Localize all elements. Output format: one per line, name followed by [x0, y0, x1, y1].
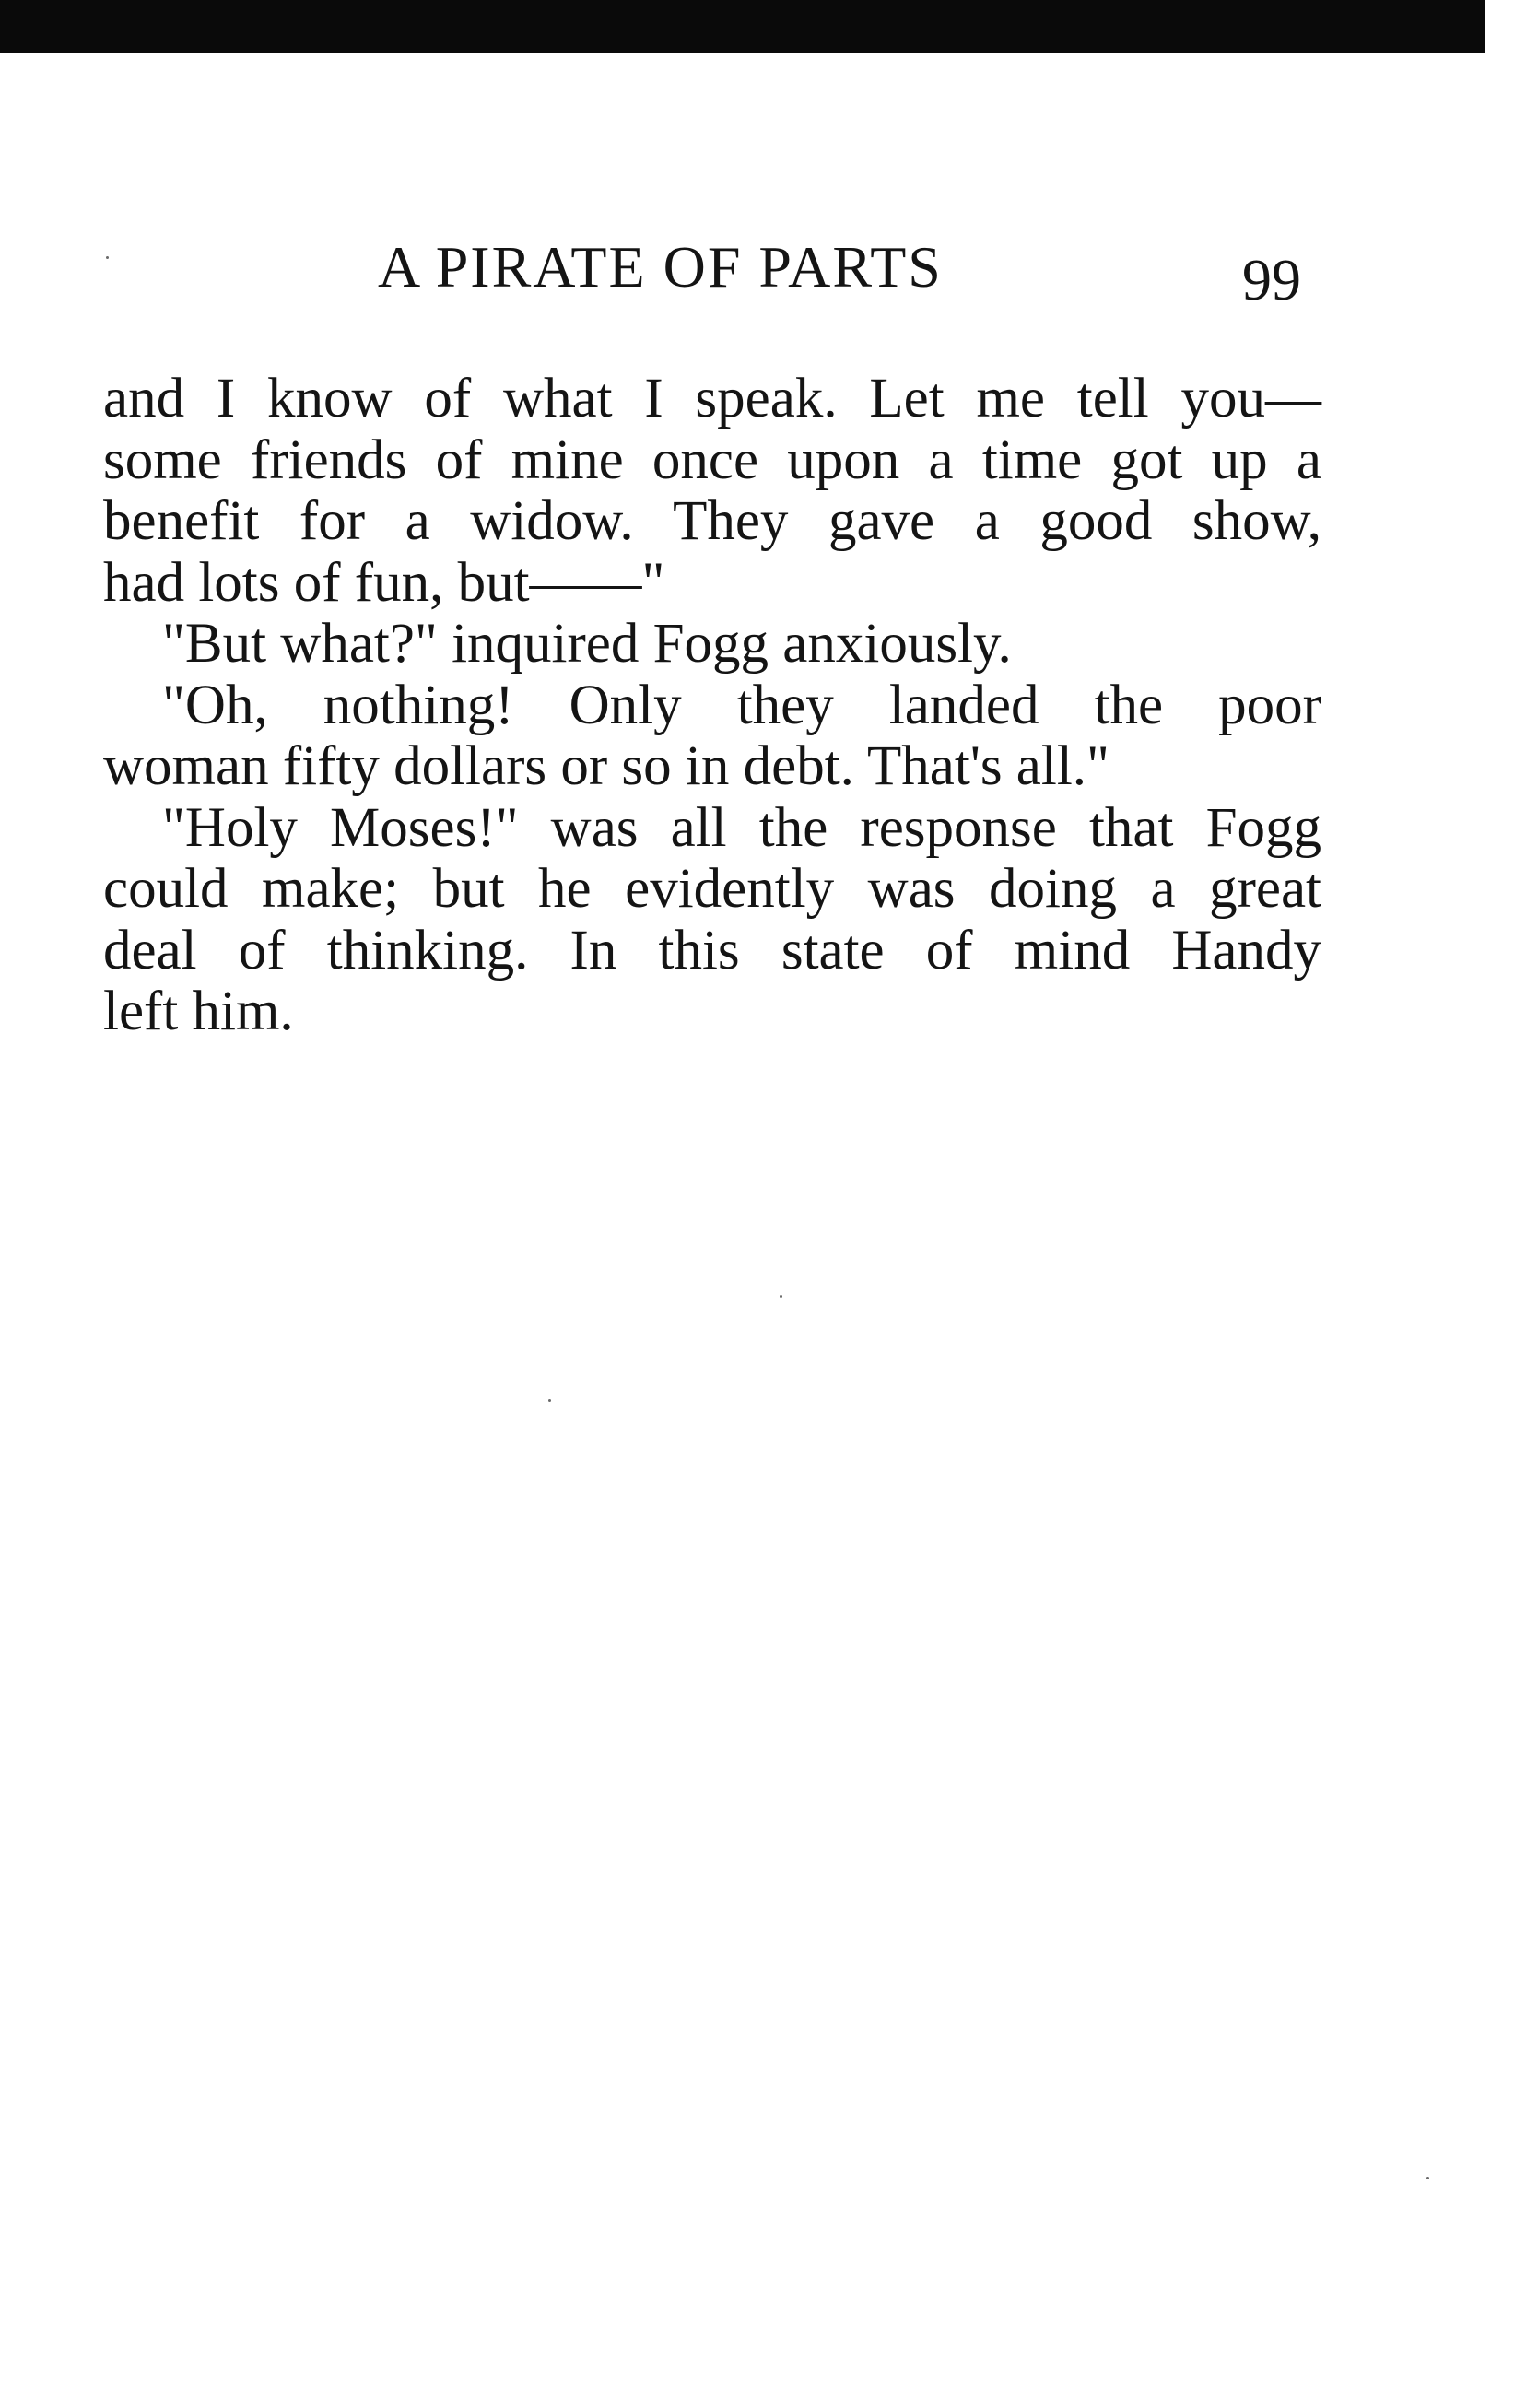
text-line: had lots of fun, but——"	[103, 551, 665, 614]
page-number: 99	[1242, 247, 1301, 312]
body-text	[103, 369, 1321, 1043]
paper-speck	[1426, 2177, 1429, 2179]
text-line: and I know of what I speak. Let me tell you—	[103, 368, 1321, 429]
text-line: some friends of mine once upon a time got up a	[103, 429, 1321, 491]
running-title: A PIRATE OF PARTS	[378, 234, 943, 300]
text-line: left him.	[103, 981, 294, 1042]
text-line: deal of thinking. In this state of mind Handy	[103, 919, 1321, 981]
paragraph-start: "Oh, nothing! Only they landed the poor	[162, 674, 1321, 736]
text-line: benefit for a widow. They gave a good show,	[103, 490, 1321, 552]
paper-speck	[780, 1295, 782, 1298]
paragraph-start: "But what?" inquired Fogg anxiously.	[162, 613, 1012, 675]
paragraph-start: "Holy Moses!" was all the response that Fogg	[162, 796, 1321, 859]
text-line: woman fifty dollars or so in debt. That's all."	[103, 735, 1109, 797]
paper-speck	[106, 256, 109, 259]
text-line: could make; but he evidently was doing a great	[103, 858, 1321, 920]
top-border-bar	[0, 0, 1485, 53]
paper-speck	[548, 1399, 551, 1402]
